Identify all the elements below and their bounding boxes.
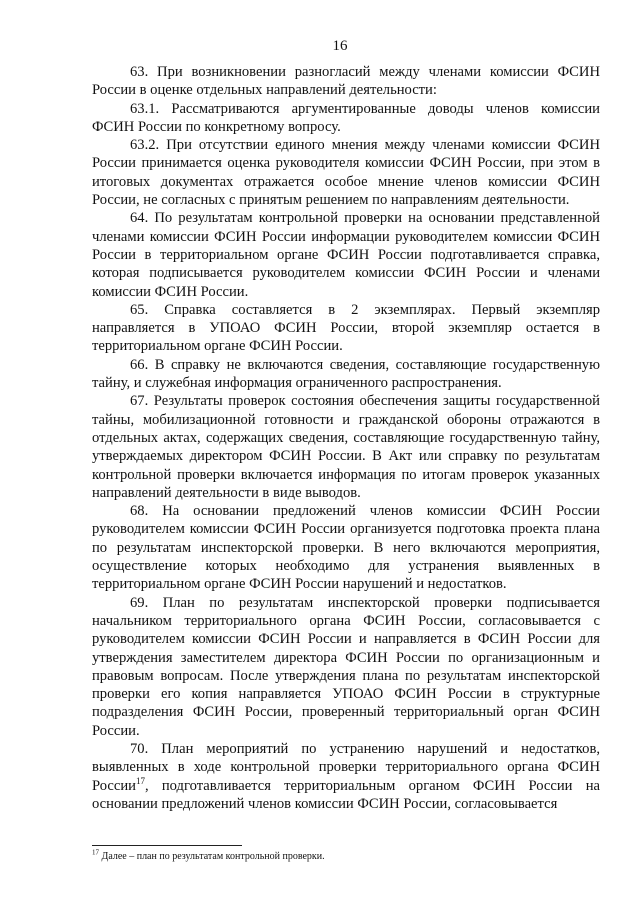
paragraph-63: 63. При возникновении разногласий между членами комиссии ФСИН России в оценке отдельных направлений деятельности: — [92, 64, 600, 99]
paragraph-70-text-start: 70. План мероприятий по устранению нарушений и недостатков, выявленных в ходе контрольной проверки территориального органа ФСИН России — [92, 740, 600, 794]
paragraph-63-1: 63.1. Рассматриваются аргументированные доводы членов комиссии ФСИН России по конкретному вопросу. — [92, 100, 600, 135]
paragraph-70-text-end: , подготавливается территориальным органом ФСИН России на основании предложений членов комиссии ФСИН России, согласовывается — [92, 777, 600, 812]
document-body — [92, 63, 600, 813]
paragraph-70 — [92, 740, 600, 813]
paragraph-67: 67. Результаты проверок состояния обеспечения защиты государственной тайны, мобилизационной готовности и гражданской обороны отражаются в отдельных актах, содержащих сведения, составляющие государственную тайну, утверждаемых директором ФСИН России. В Акт или справку по результатам контрольной проверки включается информация по итогам проверок указанных направлений деятельности в виде выводов. — [92, 393, 600, 501]
paragraph-66: 66. В справку не включаются сведения, составляющие государственную тайну, и служебная информация ограниченного распространения. — [92, 356, 600, 392]
footnote-17 — [92, 850, 600, 863]
footnote-reference-17: 17 — [136, 775, 145, 786]
footnote-mark: 17 — [92, 848, 99, 857]
paragraph-69: 69. План по результатам инспекторской проверки подписывается начальником территориального органа ФСИН России, согласовывается с руководителем комиссии ФСИН России и направляется в ФСИН России для утверждения заместителем директора ФСИН России по организационным и правовым вопросам. После утверждения плана по результатам инспекторской проверки его копия направляется УПОАО ФСИН России в структурные подразделения ФСИН России, проверенный территориальный орган ФСИН России. — [92, 594, 600, 739]
page-number: 16 — [332, 38, 348, 54]
paragraph-64: 64. По результатам контрольной проверки на основании представленной членами комиссии ФСИН России информации руководителем комиссии ФСИН России в территориальном органе ФСИН России подготавливается справка, которая подписывается руководителем комиссии ФСИН России и членами комиссии ФСИН России. — [92, 210, 600, 300]
paragraph-63-2: 63.2. При отсутствии единого мнения между членами комиссии ФСИН России принимается оценка руководителя комиссии ФСИН России, при этом в итоговых документах отражается особое мнение членов комиссии ФСИН России, не согласных с принятым решением по направлениям деятельности. — [92, 137, 600, 209]
footnote-text: Далее – план по результатам контрольной проверки. — [99, 851, 325, 862]
footnote-separator — [92, 845, 242, 846]
paragraph-65: 65. Справка составляется в 2 экземплярах. Первый экземпляр направляется в УПОАО ФСИН России, второй экземпляр остается в территориальном органе ФСИН России. — [92, 301, 600, 355]
paragraph-68: 68. На основании предложений членов комиссии ФСИН России руководителем комиссии ФСИН России организуется подготовка проекта плана по результатам инспекторской проверки. В него включаются мероприятия, осуществление которых необходимо для устранения выявленных в территориальном органе ФСИН России нарушений и недостатков. — [92, 503, 600, 593]
